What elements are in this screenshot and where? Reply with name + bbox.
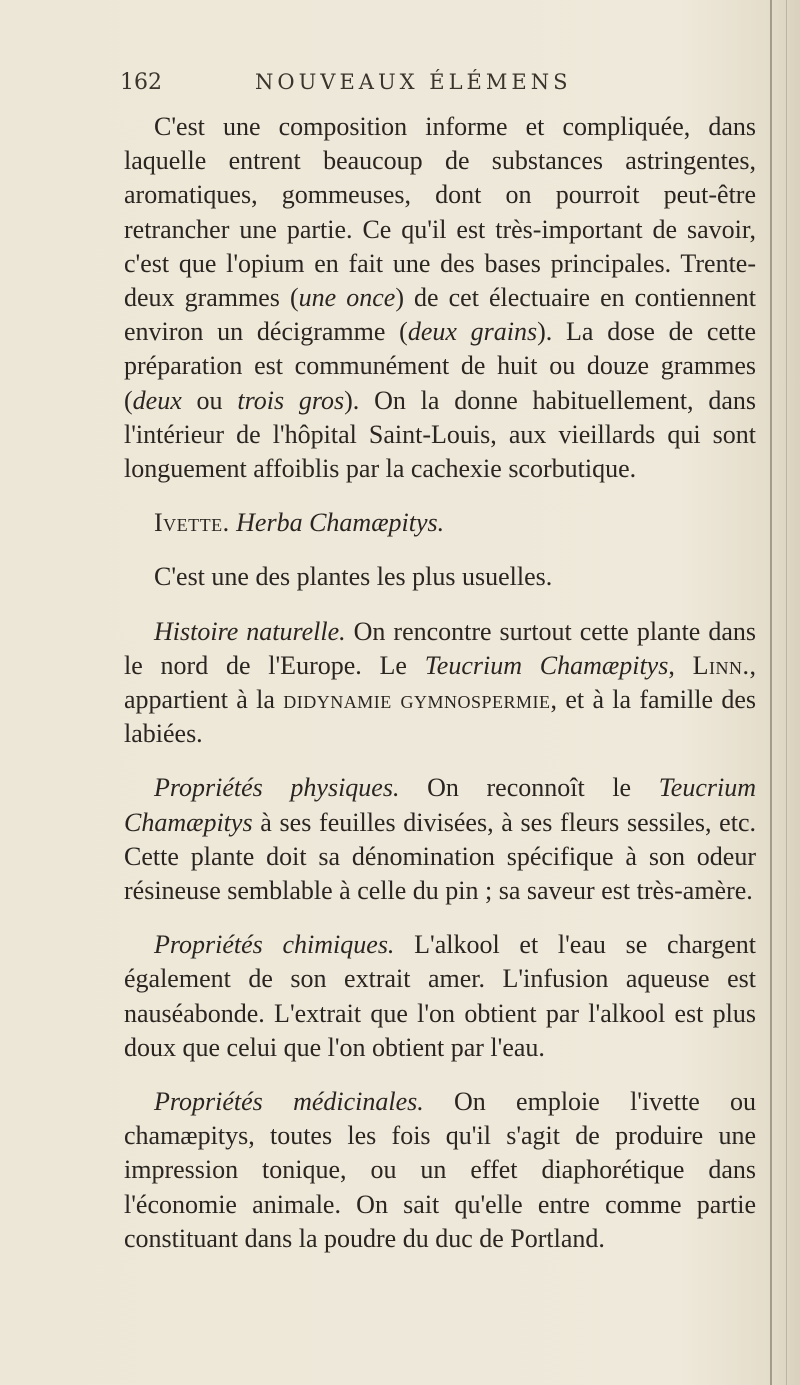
text-run: L'alkool et l'eau se chargent également de son extrait amer. L'infusion aqueuse est nauséabonde. L'extrait que l'on obtient par l'alkool est plus doux que celui que l'on obtient par l'eau. [124, 930, 756, 1062]
page-number: 162 [120, 70, 162, 95]
paragraph-natural-history [124, 615, 756, 752]
latin-name: Herba Chamæpitys. [236, 508, 445, 538]
text-run: , [668, 650, 693, 680]
text-run: ). La dose de cette préparation est communément de huit ou douze grammes ( [124, 317, 756, 415]
text-run: à ses feuilles divisées, à ses fleurs sessiles, etc. Cette plante doit sa dénomination spécifique à son odeur résineuse semblable à celle du pin ; sa saveur est très-amère. [124, 807, 756, 906]
italic-run: une once [298, 283, 396, 313]
text-run: On reconnoît le [399, 773, 659, 803]
italic-run: trois gros [237, 385, 345, 415]
smallcaps-run: Linn. [692, 650, 750, 680]
text-run: ou [181, 385, 238, 415]
section-label: Propriétés médicinales. [154, 1087, 424, 1117]
page-header [120, 70, 640, 106]
text-run: On rencontre surtout cette plante dans le nord de l'Europe. Le [124, 616, 756, 680]
italic-run: deux [132, 385, 182, 415]
section-title [124, 506, 756, 540]
italic-run: Teucrium Chamæpitys [124, 773, 756, 837]
text-run: C'est une composition informe et compliquée, dans laquelle entrent beaucoup de substances astringentes, aromatiques, gommeuses, dont on pourroit peut-être retrancher une partie. Ce qu'il est très-important de savoir, c'est que l'opium en fait une des bases principales. Trente-deux grammes ( [124, 112, 756, 313]
paragraph-theriac [124, 110, 756, 486]
text-run: ) de cet électuaire en contiennent environ un décigramme ( [124, 283, 756, 347]
text-run: , appartient à la [124, 650, 756, 715]
section-label: Propriétés chimiques. [154, 930, 395, 960]
text-run: On emploie l'ivette ou chamæpitys, toutes les fois qu'il s'agit de produire une impression tonique, ou un effet diaphorétique dans l'économie animale. On sait qu'elle entre comme partie constituant dans la poudre du duc de Portland. [124, 1087, 756, 1253]
italic-run: Teucrium Chamæpitys [424, 650, 669, 680]
paragraph-chemical-properties [124, 928, 756, 1065]
page-edge-shadow [770, 0, 772, 1385]
text-run: , et à la famille des labiées. [124, 685, 756, 749]
text-run: C'est une des plantes les plus usuelles. [154, 562, 553, 592]
paragraph-physical-properties [124, 771, 756, 908]
italic-run: deux grains [407, 317, 538, 347]
paragraph-medicinal-properties [124, 1085, 756, 1256]
section-label: Propriétés physiques. [154, 773, 400, 803]
text-run: ). On la donne habituellement, dans l'intérieur de l'hôpital Saint-Louis, aux vieillards qui sont longuement affoiblis par la cachexie scorbutique. [124, 385, 756, 484]
section-label: Histoire naturelle. [154, 616, 346, 646]
smallcaps-run: didynamie gymnospermie [283, 685, 551, 715]
body-text [124, 110, 756, 1256]
plant-name: Ivette. [154, 508, 230, 538]
running-title: NOUVEAUX ÉLÉMENS [255, 70, 572, 94]
page-edge-line [786, 0, 787, 1385]
paragraph-intro [124, 560, 756, 594]
